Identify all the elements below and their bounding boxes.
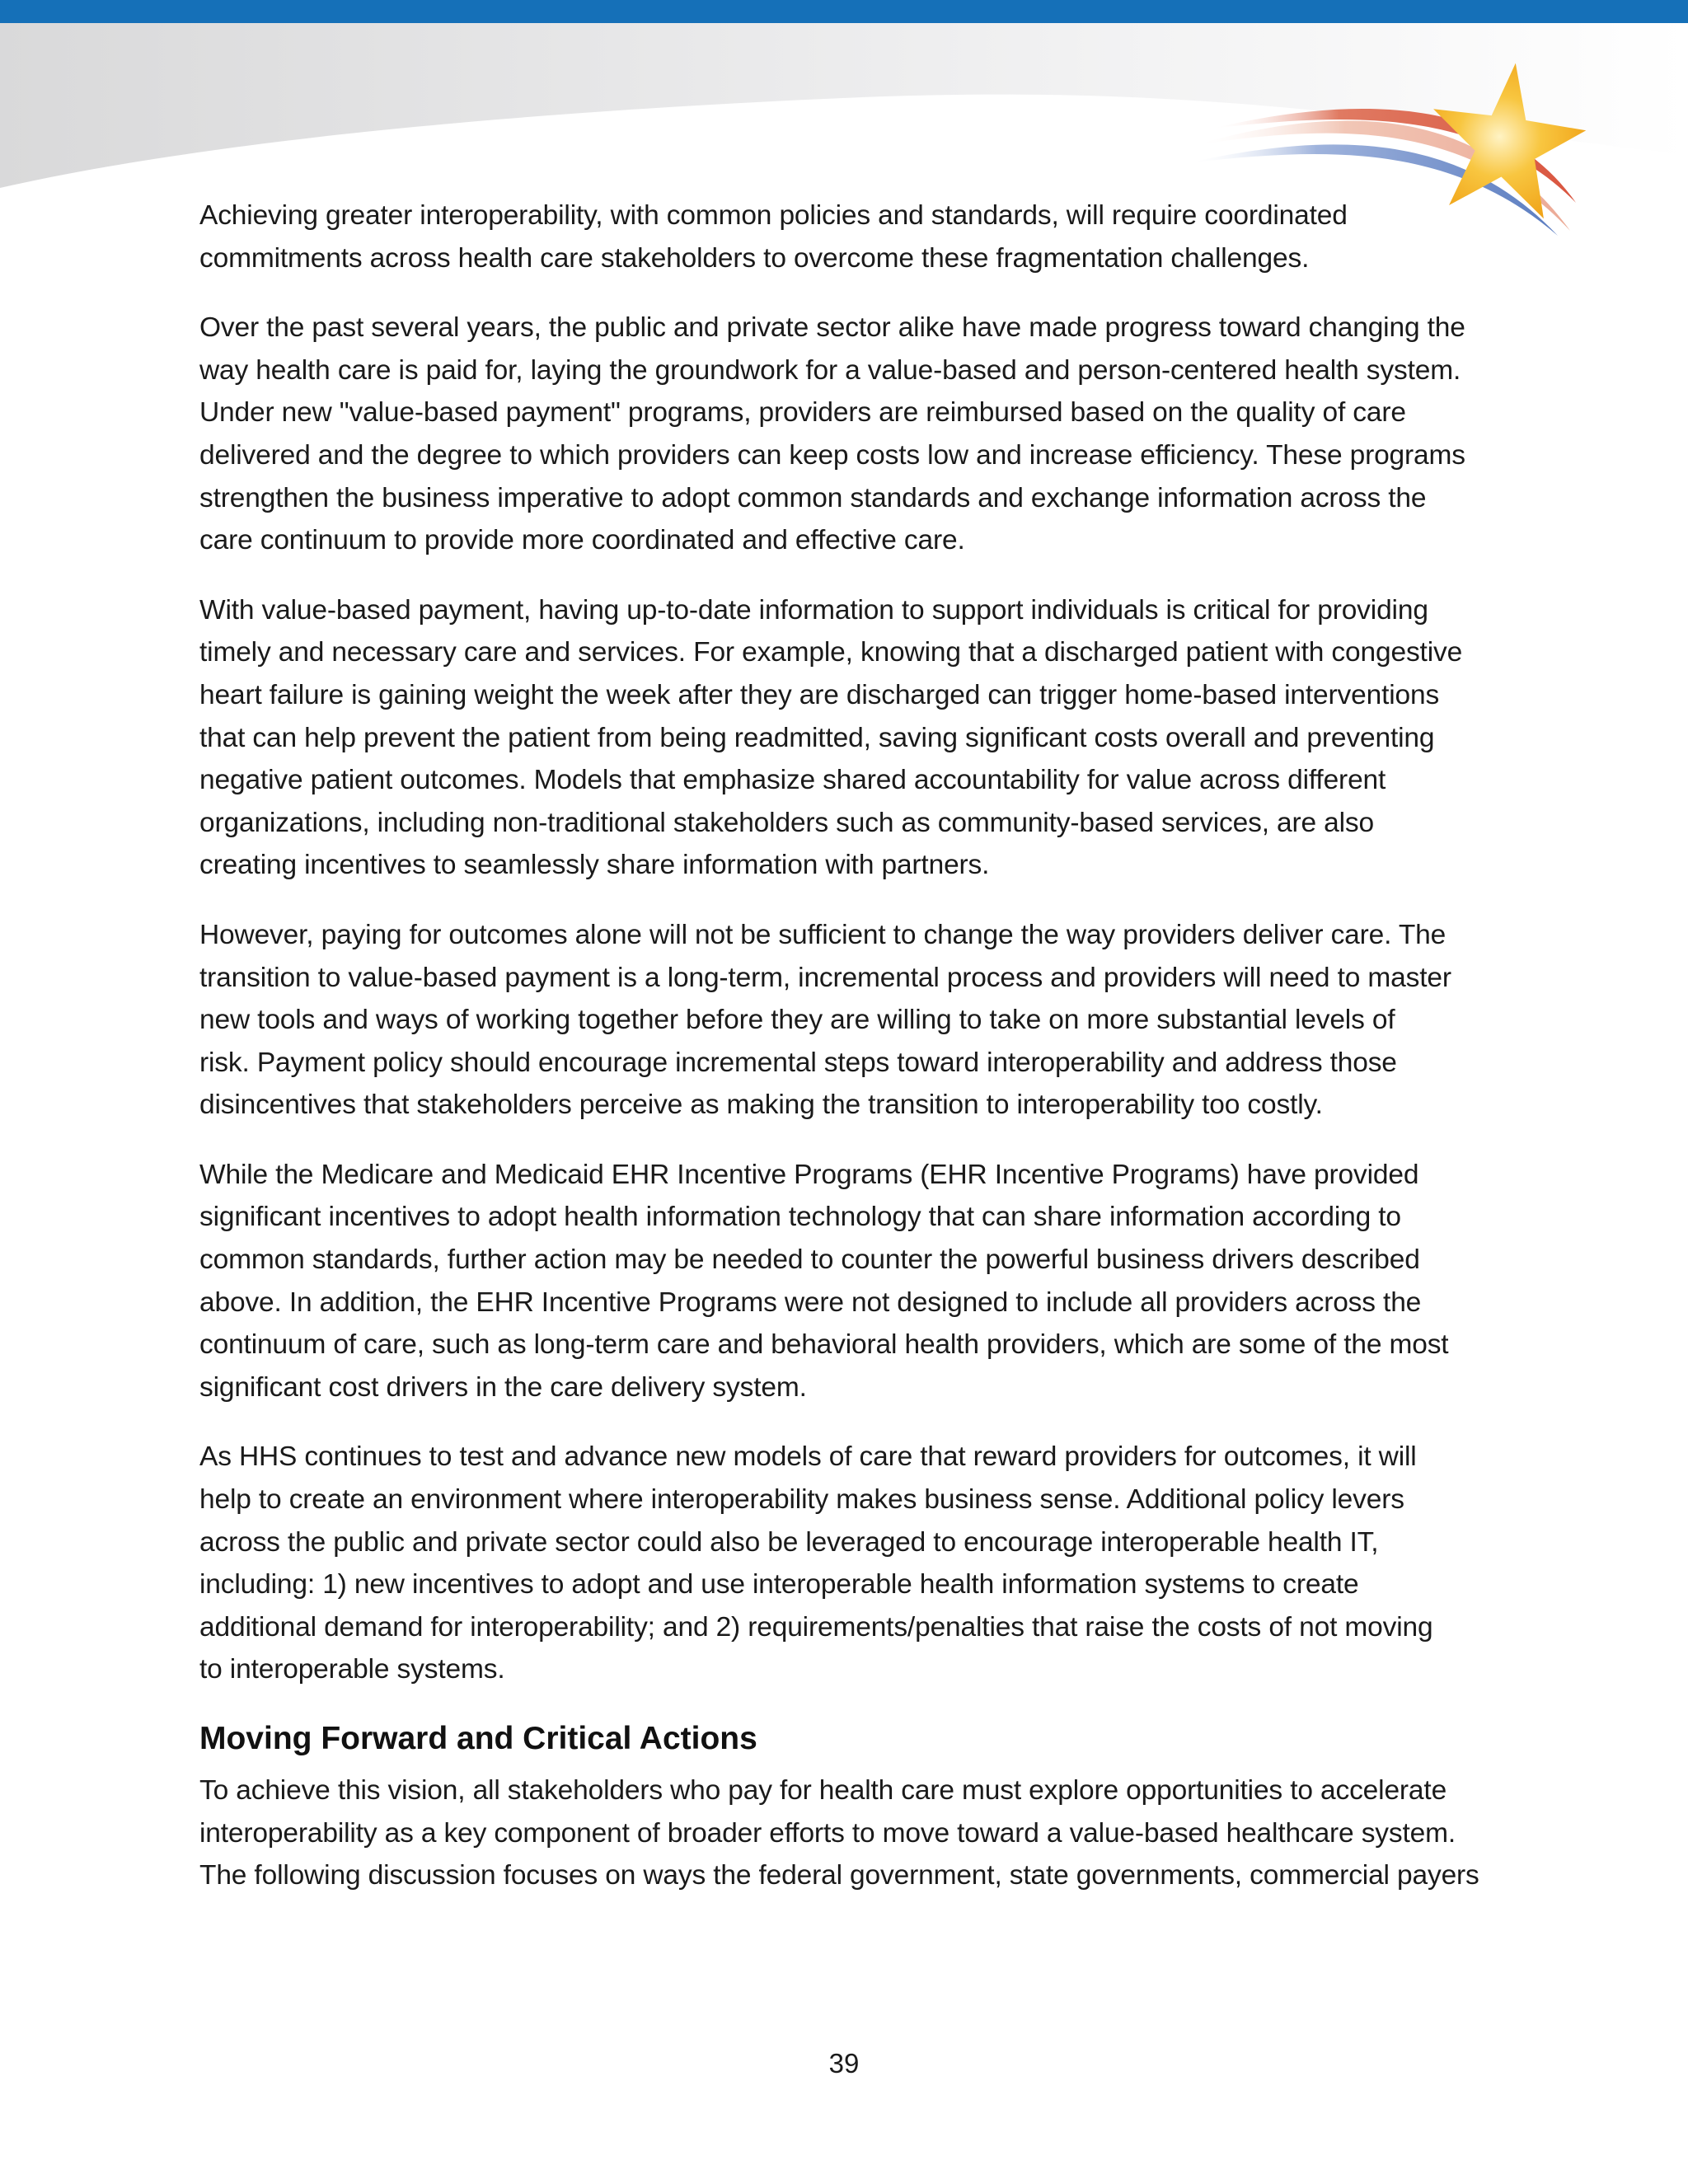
- paragraph-value-based-payment: Over the past several years, the public and private sector alike have made progress toward changing the way health care is paid for, laying the groundwork for a value-based and person-centered health system. Under new "value-based payment" programs, providers are reimbursed based on the quality of care delivered and the degree to which providers can keep costs low and increase efficiency. These programs strengthen the business imperative to adopt common standards and exchange information across the care continuum to provide more coordinated and effective care.: [199, 312, 1465, 556]
- paragraph-achieve-vision: To achieve this vision, all stakeholders who pay for health care must explore opportunities to accelerate interoperability as a key component of broader efforts to move toward a value-based healthcare system. The following discussion focuses on ways the federal government, state governments, commercial payers: [199, 1775, 1479, 1891]
- section-heading: Moving Forward and Critical Actions: [199, 1721, 757, 1756]
- paragraph-up-to-date-information: With value-based payment, having up-to-date information to support individuals is critical for providing timely and necessary care and services. For example, knowing that a discharged patient with congestive heart failure is gaining weight the week after they are discharged can trigger home-based interventions that can help prevent the patient from being readmitted, saving significant costs overall and preventing negative patient outcomes. Models that emphasize shared accountability for value across different organizations, including non-traditional stakeholders such as community-based services, are also creating incentives to seamlessly share information with partners.: [199, 594, 1463, 881]
- document-body: [199, 194, 1493, 1924]
- top-banner-bar: [0, 0, 1688, 23]
- paragraph-fragmentation: Achieving greater interoperability, with common policies and standards, will require coordinated commitments across health care stakeholders to overcome these fragmentation challenges.: [199, 200, 1348, 274]
- paragraph-ehr-incentive-programs: While the Medicare and Medicaid EHR Incentive Programs (EHR Incentive Programs) have provided significant incentives to adopt health information technology that can share information according to common standards, further action may be needed to counter the powerful business drivers described above. In addition, the EHR Incentive Programs were not designed to include all providers across the continuum of care, such as long-term care and behavioral health providers, which are some of the most significant cost drivers in the care delivery system.: [199, 1159, 1449, 1403]
- page-number: 39: [828, 2048, 860, 2079]
- paragraph-paying-for-outcomes: However, paying for outcomes alone will not be sufficient to change the way providers deliver care. The transition to value-based payment is a long-term, incremental process and providers will need to master new tools and ways of working together before they are willing to take on more substantial levels of risk. Payment policy should encourage incremental steps toward interoperability and address those disincentives that stakeholders perceive as making the transition to interoperability too costly.: [199, 919, 1451, 1121]
- paragraph-hhs-policy-levers: As HHS continues to test and advance new models of care that reward providers for outcomes, it will help to create an environment where interoperability makes business sense. Additional policy levers across the public and private sector could also be leveraged to encourage interoperable health IT, including: 1) new incentives to adopt and use interoperable health information systems to create additional demand for interoperability; and 2) requirements/penalties that raise the costs of not moving to interoperable systems.: [199, 1441, 1433, 1685]
